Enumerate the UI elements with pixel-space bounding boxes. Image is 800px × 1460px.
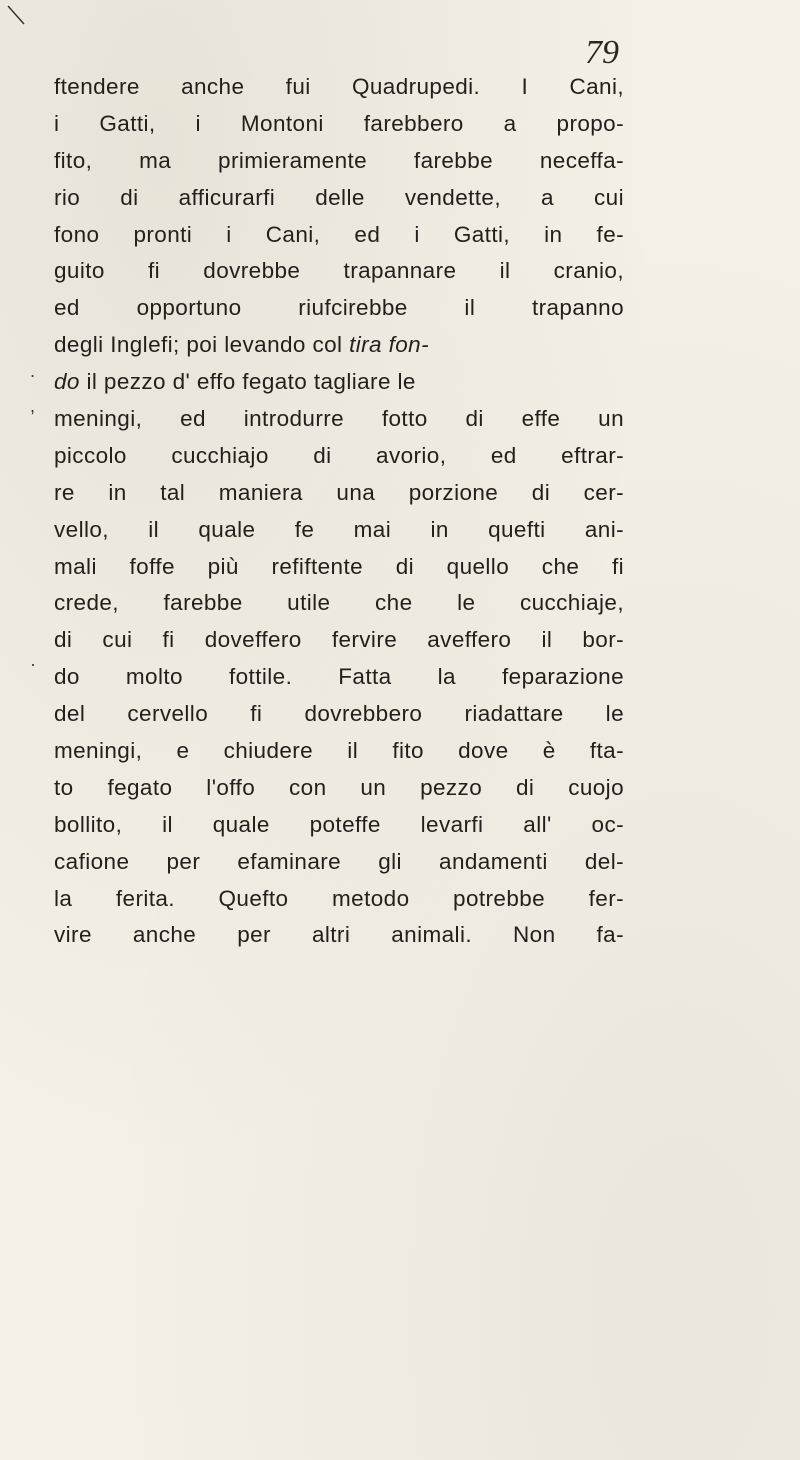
- margin-mark: .: [30, 361, 36, 381]
- corner-stroke-mark: [6, 4, 28, 26]
- line-text: degli Inglefi; poi levando col: [54, 332, 343, 358]
- line-text: il pezzo d' effo fegato tagliare le: [86, 369, 416, 395]
- text-line: vello, il quale fe mai in quefti ani-: [54, 516, 624, 542]
- text-line: do molto fottile. Fatta la feparazione: [54, 664, 624, 690]
- margin-mark: ·: [30, 654, 36, 674]
- text-line: rio di afficurarfi delle vendette, a cui: [54, 184, 624, 210]
- text-line: vire anche per altri animali. Non fa-: [54, 922, 624, 948]
- text-line-with-italic: [54, 364, 624, 401]
- text-line: meningi, ed introdurre fotto di effe un: [54, 406, 624, 432]
- page-number: 79: [585, 34, 619, 71]
- text-line: la ferita. Quefto metodo potrebbe fer-: [54, 885, 624, 911]
- italic-phrase: do: [54, 369, 80, 395]
- text-line: meningi, e chiudere il fito dove è fta-: [54, 738, 624, 764]
- body-text: [54, 69, 624, 954]
- text-line: piccolo cucchiajo di avorio, ed eftrar-: [54, 442, 624, 468]
- text-line: i Gatti, i Montoni farebbero a propo-: [54, 110, 624, 136]
- text-line: fito, ma primieramente farebbe neceffa-: [54, 147, 624, 173]
- text-line: bollito, il quale poteffe levarfi all' oc-: [54, 811, 624, 837]
- text-line: del cervello fi dovrebbero riadattare le: [54, 701, 624, 727]
- italic-phrase: tira fon-: [349, 332, 429, 358]
- margin-mark: ,: [30, 396, 36, 416]
- text-line: ftendere anche fui Quadrupedi. I Cani,: [54, 74, 624, 99]
- text-line: to fegato l'offo con un pezzo di cuojo: [54, 774, 624, 800]
- text-line: re in tal maniera una porzione di cer-: [54, 479, 624, 505]
- text-line-with-italic: [54, 327, 624, 364]
- text-line: mali foffe più refiftente di quello che fi: [54, 553, 624, 579]
- text-line: fono pronti i Cani, ed i Gatti, in fe-: [54, 221, 624, 247]
- text-line: cafione per efaminare gli andamenti del-: [54, 848, 624, 874]
- text-line: di cui fi doveffero fervire aveffero il bor-: [54, 627, 624, 653]
- text-line: ed opportuno riufcirebbe il trapanno: [54, 295, 624, 321]
- text-line: guito fi dovrebbe trapannare il cranio,: [54, 258, 624, 284]
- text-line: crede, farebbe utile che le cucchiaje,: [54, 590, 624, 616]
